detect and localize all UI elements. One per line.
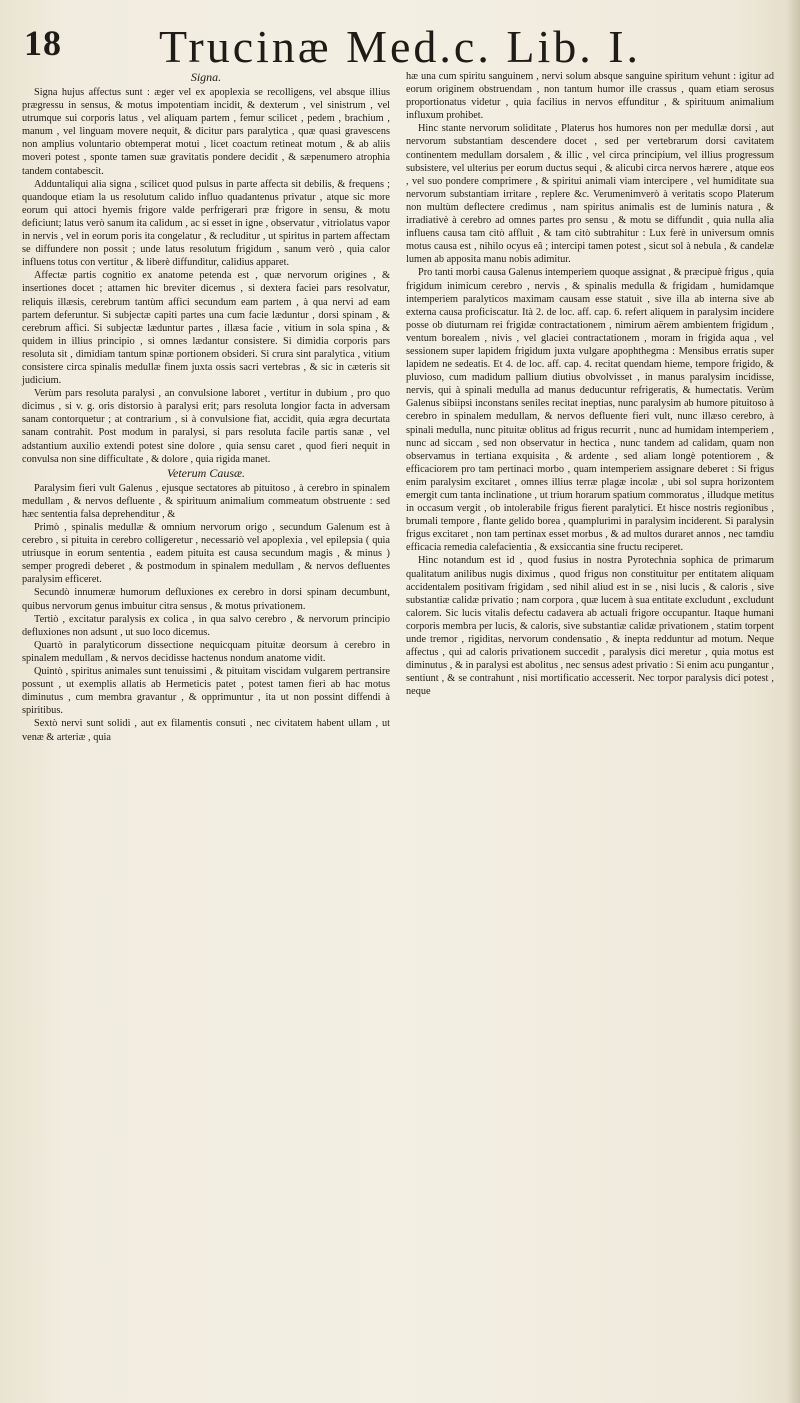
paragraph: Quintò , spiritus animales sunt tenuissimi , & pituitam viscidam vulgarem pertransire possunt , ut exemplis allatis ab Hermeticis patet , potest tamen fieri ab hac motus diminutus , cum membra gravantur , & opprimuntur , ita ut non possint diffendi à spiritibus. <box>22 666 390 717</box>
page-number: 18 <box>24 23 62 63</box>
paragraph: Paralysim fieri vult Galenus , ejusque sectatores ab pituitoso , à cerebro in spinalem medullam , & nervos defluente , & spirituum animalium commeatum obstruente : sed hæc sententia falsa deprehenditur , & <box>22 482 390 520</box>
paragraph: Tertiò , excitatur paralysis ex colica , in qua salvo cerebro , & nervorum principio defluxiones non adsunt , ut suo loco dicemus. <box>22 613 390 638</box>
paragraph: Primò , spinalis medullæ & omnium nervorum origo , secundum Galenum est à cerebro , si pituita in cerebro colligeretur , necessariò vel apoplexia , vel epilepsia ( quia utriusque in eorum sententia , eadem pituita est causa secundum magis , & minus ) semper progredi deberet , & postmodum in spinalem medullam , & nervos defluentes paralysim efficeret. <box>22 522 390 586</box>
page-header <box>0 18 800 78</box>
paragraph: Affectæ partis cognitio ex anatome petenda est , quæ nervorum origines , & insertiones docet ; attamen hic breviter dicemus , si dextera faciei pars resolvatur, reliquis illæsis, cerebrum tantùm affici secundum eam partem , à qua nervi ad eam partem deferuntur. Si subjectæ capiti partes una cum facie læduntur , dorsi spinam , & cerebrum affici. Si subjectæ læduntur partes , illæsa facie , vitium in sola spina , & quidem in illius principio , si omnes lædantur consistere. Si dimidia corporis pars resoluta sit , dimidiam tantum spinæ portionem obsideri. Si crura sint paralytica , vitium consistere circa spinalis medullæ finem juxta ossis sacri vertebras , & sic in cæteris sit judicium. <box>22 270 390 387</box>
paragraph: hæ una cum spiritu sanguinem , nervi solum absque sanguine spiritum vehunt : igitur ad eorum originem obstruendam , non tantum humor ille crassus , quam etiam serosus proportionatus videtur , quia facilius in nervos effunditur , & spirituum animalium influxum prohibet. <box>406 71 774 122</box>
paragraph: Signa hujus affectus sunt : æger vel ex apoplexia se recolligens, vel absque illius prægressu in sensus, & motus impotentiam incidit, & dexterum , vel sinistrum , vel utrumque sui corporis latus , vel aliquam partem , femur scilicet , pedem , brachium , manum , vel linguam movere nequit, & dicitur pars paralytica , quæ quasi gravescens non amplius voluntario obtemperat motui , licet coactum retineat motum , & ab aliis moveri potest , sponte tamen suæ gravitatis pondere decidit , & sæpenumero atrophia tandem contabescit. <box>22 87 390 177</box>
heading-causae: Veterum Causæ. <box>167 465 245 480</box>
paragraph: Pro tanti morbi causa Galenus intemperiem quoque assignat , & præcipuè frigus , quia frigidum inimicum cerebro , nervis , & spinalis medulla & frigidam , humidamque intemperiem paralyticos maximam causam esse statuit , sive illa ab interna sive ab externa causa proficiscatur. Ità 2. de loc. aff. cap. 6. refert aliquem in paralysim incidere posse ob diuturnam rei frigidæ contractationem , nimirum aërem ambientem frigidum , ventum borealem , nivis , vel glaciei contractationem , moram in frigida aqua , vel sessionem super lapidem frigidum juxta vulgare apophthegma : Mensibus erratis super lapidem ne sedeatis. Et 4. de loc. aff. cap. 4. recitat quendam hieme, tempore frigido, & pluvioso, cum madidum pallium diutius obvolvisset , in manus paralysim incidisse, nervis, qui à spinali medulla ad manus deducuntur refrigeratis, & humectatis. Verùm Galenus sibiipsi inconstans seniles recitat ineptias, nunc paralysim ab humore pituitoso à cerebro in spinalem medullam, & nervos defluente fieri vult, nunc illæso cerebro, à spinali medulla, nunc pituitæ oblitus ad frigus recurrit , nunc ad humidam intemperiem , nunc ad siccam , sed non observatur in hectica , nunc tandem ad calidam, quam non observamus in tertiana exquisita , & ardente , sed aliam longè potentiorem , & efficaciorem pro tam pertinaci morbo , quam intemperiem assignare deberet : Si frigus enim paralysim excitaret , omnes illius terræ plagæ incolæ , ubi sol supra horizontem emergit cum tanta inclinatione , ut trium horarum spatium commoratus , illudque metitus in occasum vergit , ob intolerabile frigus fierent paralytici. Et hisce nostris regionibus , brumali tempore , flante gelido borea , quamplurimi in paralysim inciderent. Si paralysin frigus excitaret , non tam pertinax esset morbus , & ad multos duraret annos , nec tamdiu efficacia remedia calefacientia , & exsiccantia sine fructu reciperet. <box>406 267 774 554</box>
heading-signa: Signa. <box>190 70 222 84</box>
paragraph: Hinc stante nervorum soliditate , Platerus hos humores non per medullæ dorsi , aut nervorum substantiam descendere docet , sed per vertebrarum dorsi cavitatem continentem medullam dorsalem , & illic , vel circa principium, vel illius progressum subsistere, vel ulterius per eorum ductus sequi , & alicubi circa nervos hærere , atque eos , vel suo pondere comprimere , & spiritui animali viam intercipere , vel humiditate sua nervorum substantiam irritare , replere &c. Verumenimverò à veritatis scopo Platerum non multùm deflectere credimus , nam spiritus animalis est de luminis natura , & irradiativè à cerebro ad omnes partes pro sensu , & motu se diffundit , quia nulla alia influens causa tam citò affluit , & tam citò subtrahitur : Lux ferè in universum omnis motus causa est , nihilo ocyus eâ ; intercipi tamen potest , sicut sol à nebula , & candelæ lumen ab apposita manu nobis adimitur. <box>406 123 774 266</box>
paragraph: Secundò innumeræ humorum defluxiones ex cerebro in dorsi spinam decumbunt, quibus nervorum genus imbuitur citra sensus , & motus privationem. <box>22 587 390 612</box>
paragraph: Sextò nervi sunt solidi , aut ex filamentis consuti , nec civitatem habent ullam , ut venæ & arteriæ , quia <box>22 718 390 743</box>
text-columns <box>22 70 778 1390</box>
paragraph: Adduntaliqui alia signa , scilicet quod pulsus in parte affecta sit debilis, & frequens ; quandoque etiam la us resolutum calido influo quadantenus privatur , atque sic more eorum qui attoci hyemis frigore valde perfrigerari præ frigore in sensu, & motu deficiunt; latus verò sanum ita calidum , ac si esset in igne , observatur , vitriolatus vapor in nervis , vel in eorum poris ita congelatur , & recluditur , ut spiritus in partem affectam se diffundere non possit ; unde latus resolutum frigidum , sanum verò , quia calor influens totus con vertitur , & liberè diffunditur, calidius apparet. <box>22 178 390 269</box>
paragraph: Verùm pars resoluta paralysi , an convulsione laboret , vertitur in dubium , pro quo dicimus , si v. g. oris distorsio à paralysi erit; pars resoluta longior facta in adversam sanam contorquetur ; at contrarium , si à convulsione fiat, accidit, quia ægra decurtata sanam contrahit. Post modum in paralysi, si pars resoluta facile partis sanæ , vel adstantium auxilio extendi potest sine dolore , quia sensu caret , quod fieri nequit in convulsa non sine difficultate , & dolore , quia rigida manet. <box>22 388 390 465</box>
paragraph: Hinc notandum est id , quod fusius in nostra Pyrotechnia sophica de primarum qualitatum anilibus nugis diximus , quod frigus non constituitur per entitatem aliquam accidentalem positivam frigidam , sed nihil aliud est in se , nisi lucis , & caloris , sive substantiæ calidæ privatio ; nam corpora , quæ lucem à sua entitate excludunt , excludunt calorem. Sic lucis vitalis defectu cadavera ab actuali frigore occupantur. Itaque humani corporis membra per lucis, & caloris, sive substantiæ calidæ privationem , statim torpent unde tremor , rigiditas, nervorum condensatio , & inepta redduntur ad motum. Neque affectus , qui ad caloris privationem succedit , paralysis dici meretur , quia motus est diminutus , & in paralysi est abolitus , nec sensus adest privatio : Si enim acu pungantur , sentiunt , & se contrahunt , nisi mortificatio accesserit. Nec torpor paralysis dici potest , neque <box>406 555 774 698</box>
paragraph: Quartò in paralyticorum dissectione nequicquam pituitæ deorsum à cerebro in spinalem medullam , & nervos decidisse hactenus nondum anatome vidit. <box>22 639 390 664</box>
running-title: Trucinæ Med.c. Lib. I. <box>158 21 642 72</box>
left-column <box>22 70 390 1390</box>
right-column <box>406 70 774 1390</box>
